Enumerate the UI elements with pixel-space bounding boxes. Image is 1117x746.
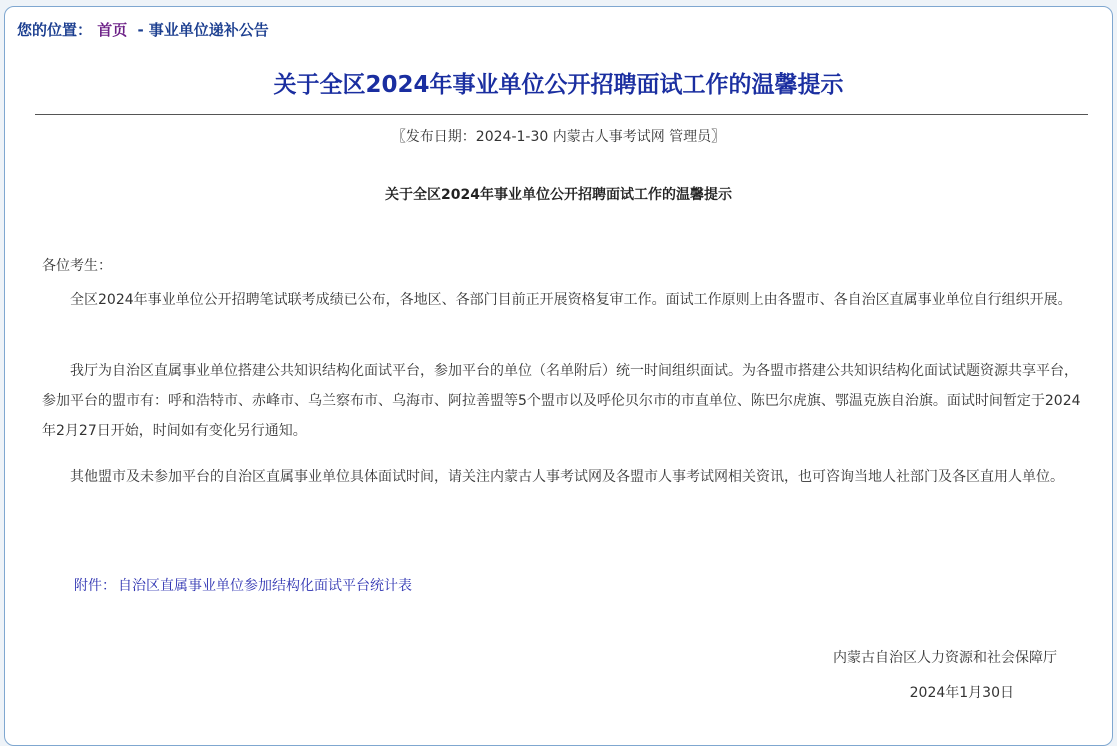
page-title: 关于全区2024年事业单位公开招聘面试工作的温馨提示 — [273, 72, 844, 98]
paragraph-1: 全区2024年事业单位公开招聘笔试联考成绩已公布，各地区、各部门目前正开展资格复审工作。面试工作原则上由各盟市、各自治区直属事业单位自行组织开展。 — [70, 292, 1072, 308]
attachment-label: 附件： — [74, 578, 116, 594]
breadcrumb-prefix: 您的位置： — [17, 21, 93, 39]
paragraph-2: 我厅为自治区直属事业单位搭建公共知识结构化面试平台，参加平台的单位（名单附后）统一时间组织面试。为各盟市搭建公共知识结构化面试试题资源共享平台，参加平台的盟市有：呼和浩特市、赤峰市、乌兰察布市、乌海市、阿拉善盟等5个盟市以及呼伦贝尔市的市直单位、陈巴尔虎旗、鄂温克族自治旗。面试时间暂定于2024年2月27日开始，时间如有变化另行通知。 — [42, 363, 1081, 439]
attachment-link[interactable]: 自治区直属事业单位参加结构化面试平台统计表 — [118, 578, 412, 594]
breadcrumb-home-link[interactable]: 首页 — [97, 21, 128, 39]
salutation: 各位考生： — [42, 258, 112, 274]
signature-date: 2024年1月30日 — [909, 685, 1014, 701]
signature-organization: 内蒙古自治区人力资源和社会保障厅 — [833, 650, 1057, 666]
breadcrumb — [17, 19, 269, 40]
attachment[interactable] — [74, 575, 412, 595]
paragraph-3: 其他盟市及未参加平台的自治区直属事业单位具体面试时间，请关注内蒙古人事考试网及各盟市人事考试网相关资讯，也可咨询当地人社部门及各区直用人单位。 — [70, 469, 1064, 485]
breadcrumb-section-link[interactable]: 事业单位递补公告 — [148, 21, 269, 39]
article-subtitle: 关于全区2024年事业单位公开招聘面试工作的温馨提示 — [385, 187, 732, 203]
breadcrumb-separator: - — [137, 21, 144, 39]
title-divider — [35, 114, 1088, 115]
publish-meta: 〖发布日期：2024-1-30 内蒙古人事考试网 管理员〗 — [391, 129, 726, 145]
